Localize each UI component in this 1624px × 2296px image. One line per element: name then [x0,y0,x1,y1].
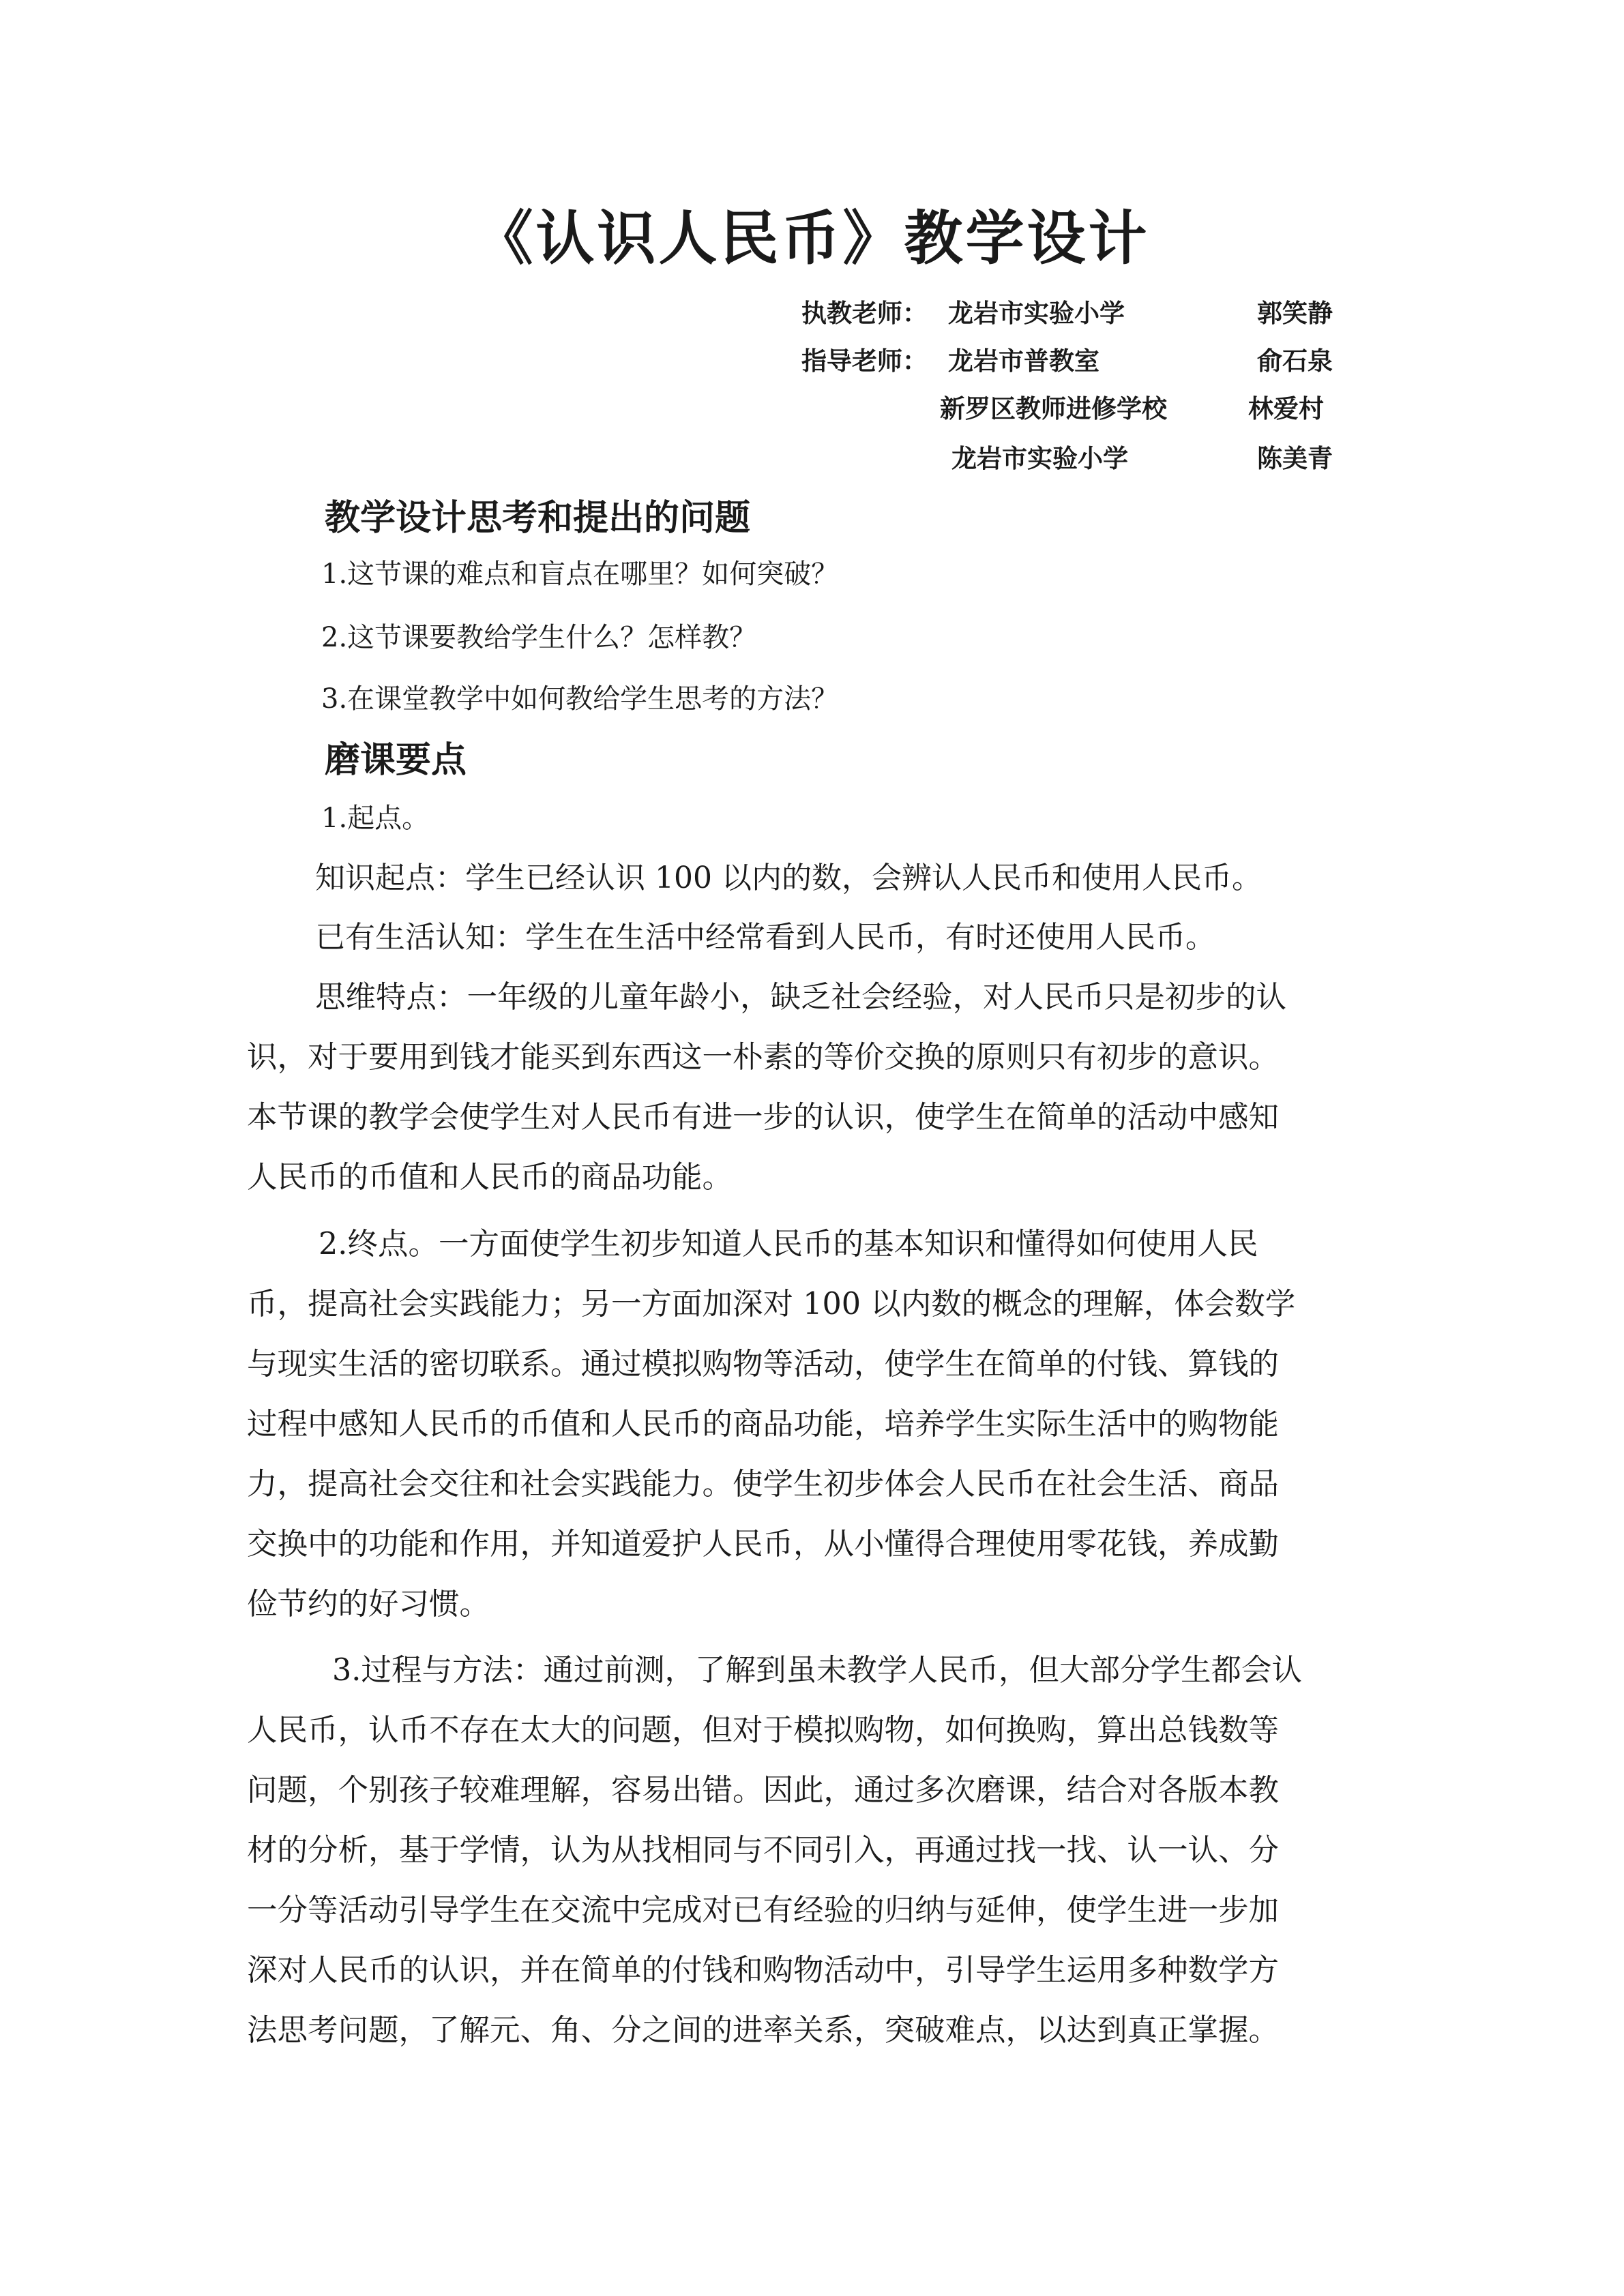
credit-role: 执教老师： [801,299,928,328]
paragraph-line: 问题，个别孩子较难理解，容易出错。因此，通过多次磨课，结合对各版本教 [247,1773,1280,1808]
credit-name: 林爱村 [1248,394,1324,423]
paragraph-line: 识，对于要用到钱才能买到东西这一朴素的等价交换的原则只有初步的意识。 [247,1040,1280,1075]
credit-name: 郭笑静 [1257,299,1333,328]
start-point-label: 1.起点。 [321,803,430,834]
credit-name: 俞石泉 [1257,346,1333,376]
paragraph-line: 本节课的教学会使学生对人民币有进一步的认识，使学生在简单的活动中感知 [247,1100,1280,1135]
question-item: 1.这节课的难点和盲点在哪里？如何突破？ [321,558,839,590]
knowledge-start: 知识起点：学生已经认识 100 以内的数，会辨认人民币和使用人民币。 [315,861,1262,895]
paragraph-line: 2.终点。一方面使学生初步知道人民币的基本知识和懂得如何使用人民 [319,1227,1258,1262]
credit-org: 新罗区教师进修学校 [940,394,1167,423]
paragraph-line: 过程中感知人民币的币值和人民币的商品功能，培养学生实际生活中的购物能 [247,1407,1280,1442]
paragraph-line: 3.过程与方法：通过前测，了解到虽未教学人民币，但大部分学生都会认 [332,1653,1302,1688]
paragraph-line: 人民币，认币不存在太大的问题，但对于模拟购物，如何换购，算出总钱数等 [247,1713,1280,1748]
section-heading-key-points: 磨课要点 [325,740,467,781]
paragraph-line: 力，提高社会交往和社会实践能力。使学生初步体会人民币在社会生活、商品 [247,1467,1280,1502]
credit-org: 龙岩市实验小学 [948,299,1125,328]
question-item: 2.这节课要教给学生什么？怎样教？ [321,622,757,653]
paragraph-line: 俭节约的好习惯。 [247,1587,490,1622]
paragraph-line: 思维特点：一年级的儿童年龄小，缺乏社会经验，对人民币只是初步的认 [315,980,1287,1015]
paragraph-line: 与现实生活的密切联系。通过模拟购物等活动，使学生在简单的付钱、算钱的 [247,1347,1280,1382]
paragraph-line: 币，提高社会实践能力；另一方面加深对 100 以内数的概念的理解，体会数学 [247,1287,1296,1322]
process-method-paragraph [247,1641,1386,2061]
paragraph-line: 深对人民币的认识，并在简单的付钱和购物活动中，引导学生运用多种数学方 [247,1953,1280,1988]
paragraph-line: 交换中的功能和作用，并知道爱护人民币，从小懂得合理使用零花钱，养成勤 [247,1527,1280,1562]
endpoint-paragraph [247,1214,1386,1635]
credit-org: 龙岩市实验小学 [951,444,1128,473]
paragraph-line: 法思考问题，了解元、角、分之间的进率关系，突破难点，以达到真正掌握。 [247,2013,1280,2048]
paragraph-line: 一分等活动引导学生在交流中完成对已有经验的归纳与延伸，使学生进一步加 [247,1893,1280,1928]
paragraph-line: 材的分析，基于学情，认为从找相同与不同引入，再通过找一找、认一认、分 [247,1833,1280,1868]
credit-role: 指导老师： [801,346,928,376]
document-title: 《认识人民币》教学设计 [474,204,1150,273]
credit-name: 陈美青 [1257,444,1333,473]
thinking-features-paragraph [247,968,1386,1208]
question-item: 3.在课堂教学中如何教给学生思考的方法？ [321,683,839,715]
life-cognition: 已有生活认知：学生在生活中经常看到人民币，有时还使用人民币。 [315,920,1215,955]
paragraph-line: 人民币的币值和人民币的商品功能。 [247,1160,733,1195]
section-heading-design-questions: 教学设计思考和提出的问题 [325,498,751,539]
credit-org: 龙岩市普教室 [948,346,1099,376]
